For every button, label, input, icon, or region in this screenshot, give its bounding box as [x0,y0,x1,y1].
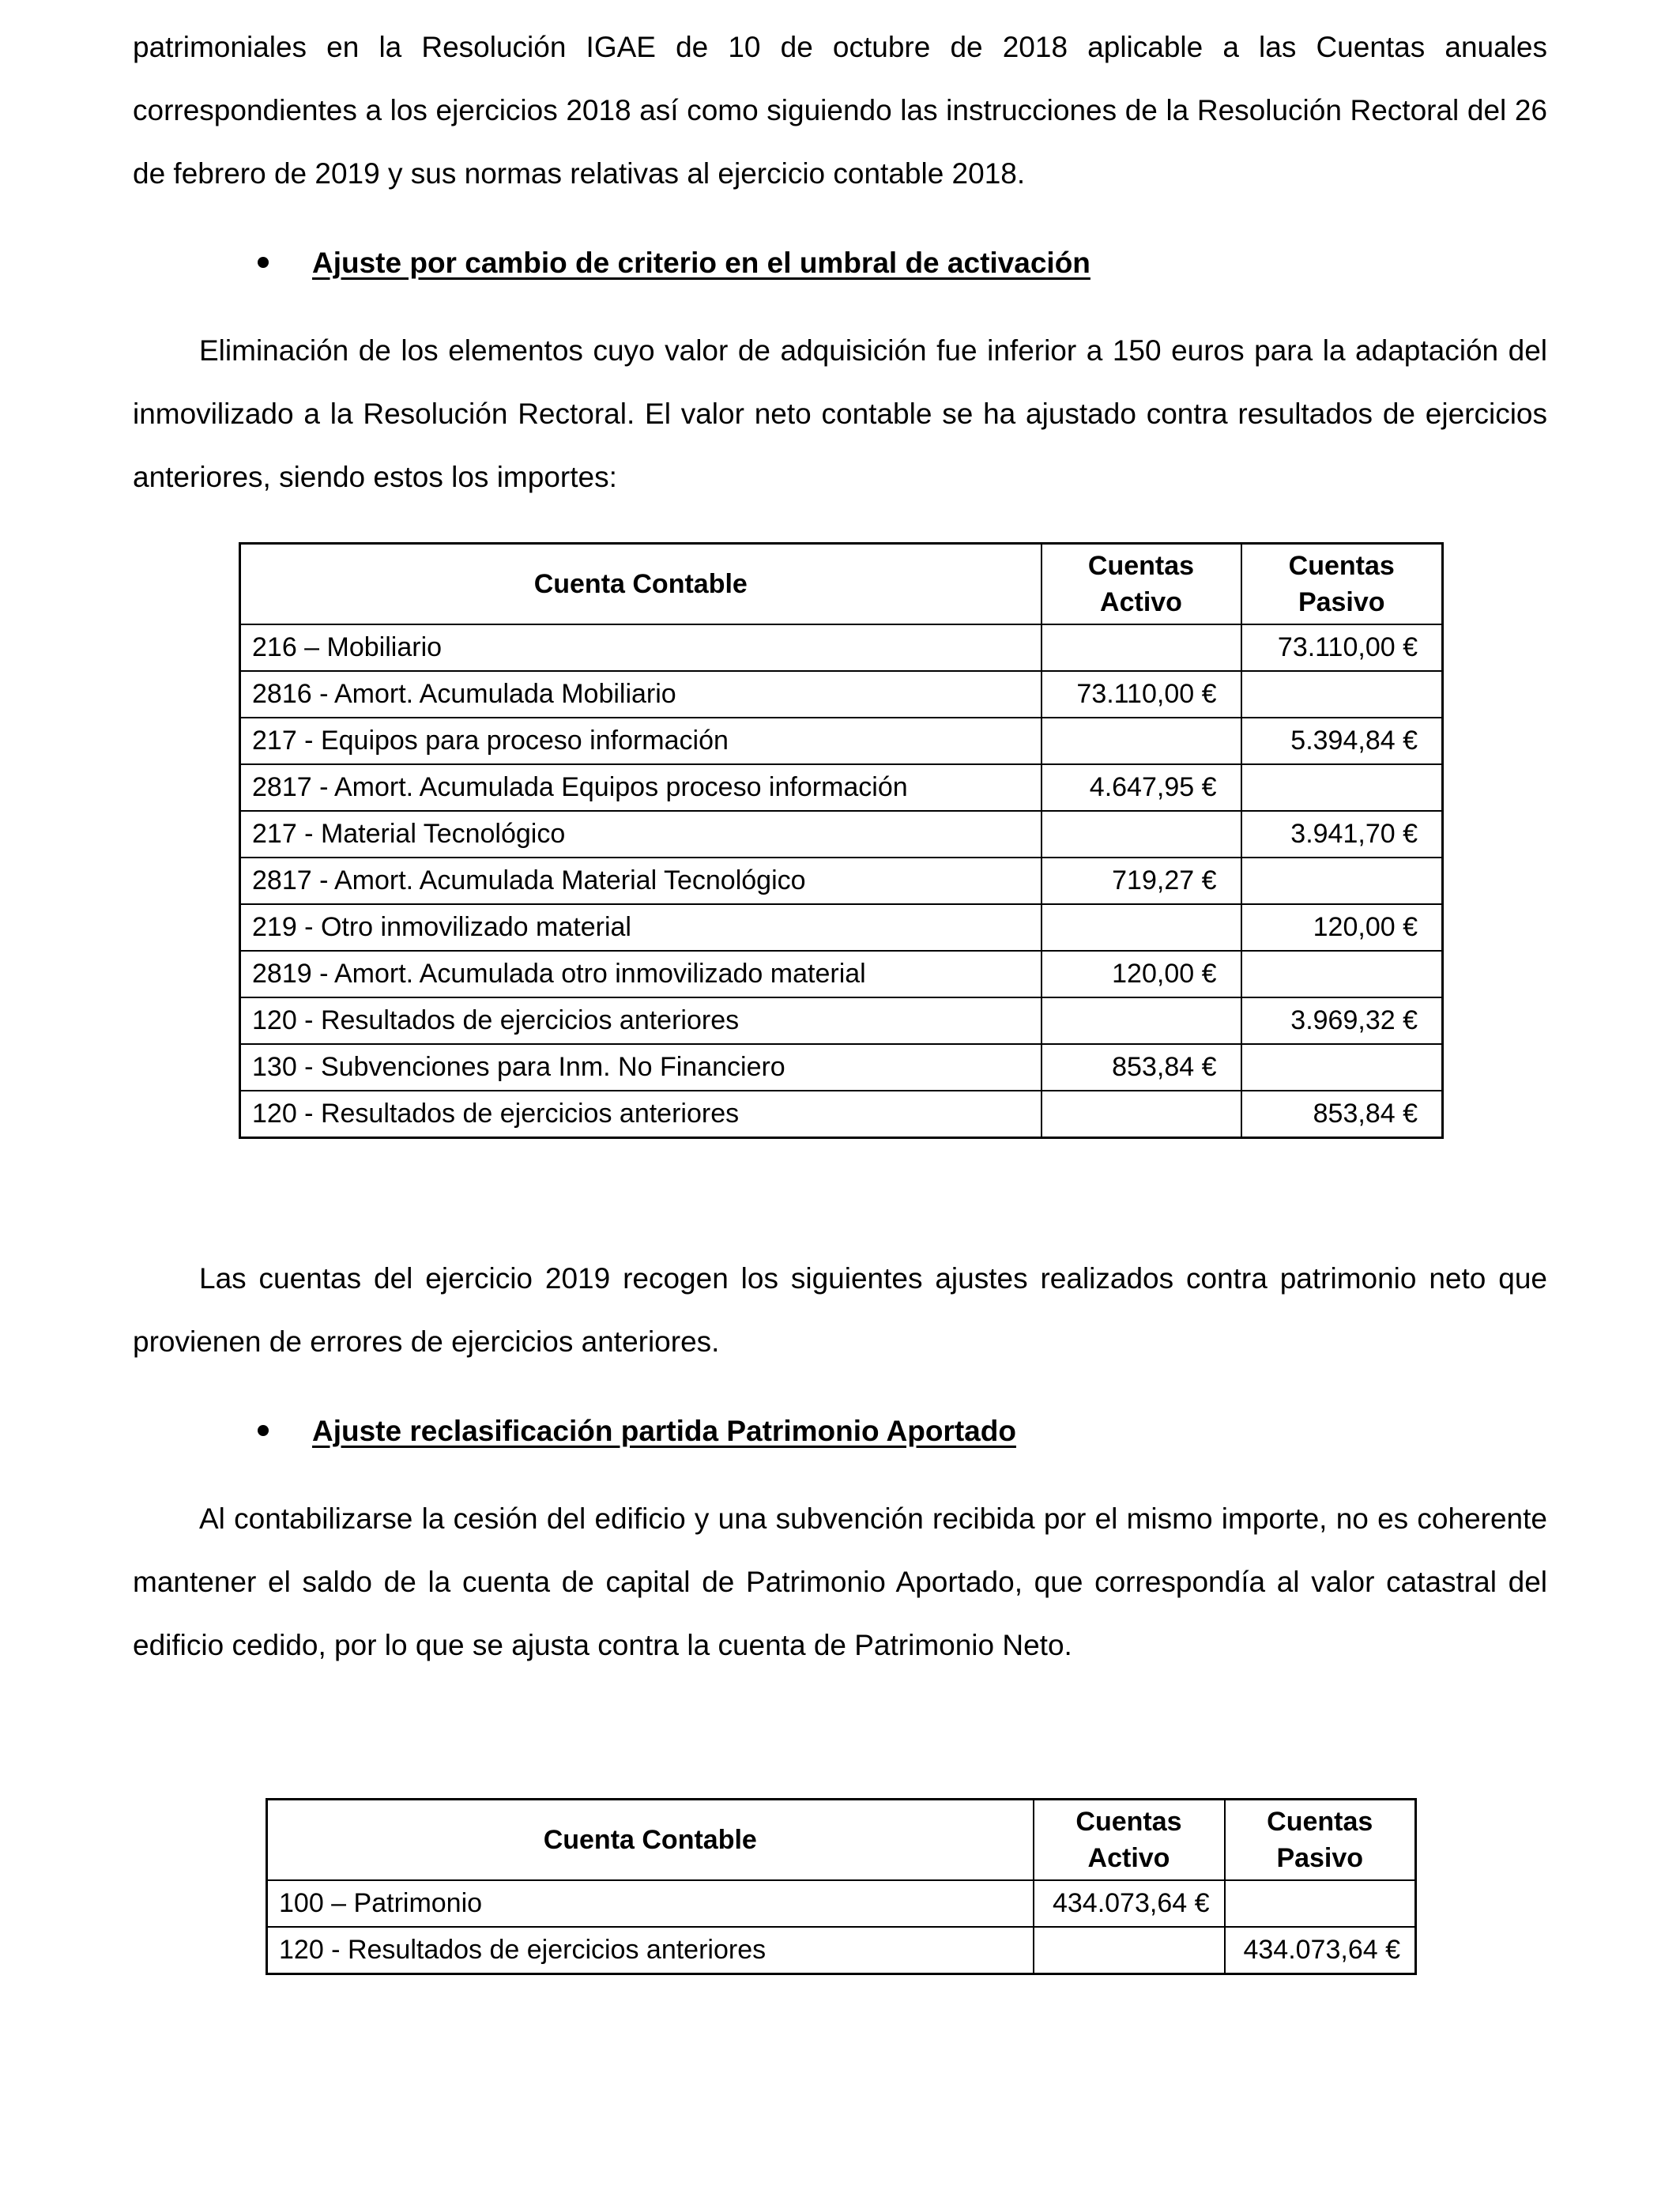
cell-activo: 853,84 € [1042,1044,1241,1091]
cell-activo: 434.073,64 € [1034,1880,1225,1927]
table-row [240,997,1443,1044]
table-row [267,1927,1416,1974]
cell-pasivo [1241,764,1443,811]
header-cuentas-activo [1042,544,1241,625]
table-row [240,858,1443,904]
cell-pasivo [1225,1880,1416,1927]
cell-pasivo: 120,00 € [1241,904,1443,951]
table-row [240,951,1443,997]
cell-pasivo: 73.110,00 € [1241,624,1443,671]
cell-activo: 120,00 € [1042,951,1241,997]
cell-pasivo [1241,1044,1443,1091]
table-2-body [267,1880,1416,1974]
table-row [240,764,1443,811]
cell-pasivo: 3.969,32 € [1241,997,1443,1044]
cell-activo: 4.647,95 € [1042,764,1241,811]
adjustment-table-1 [239,542,1444,1139]
cell-pasivo [1241,858,1443,904]
cell-activo [1042,997,1241,1044]
table-row [267,1880,1416,1927]
section1-paragraph: Eliminación de los elementos cuyo valor de adquisición fue inferior a 150 euros para la adaptación del inmovilizado a la Resolución Rectoral. El valor neto contable se ha ajustado contra resultados de ejercicios anteriores, siendo estos los importes: [133,334,1547,493]
table-header-row [267,1800,1416,1881]
header-activo-line2: Activo [1100,587,1182,617]
cell-activo [1042,811,1241,858]
header-activo-line2: Activo [1087,1843,1170,1873]
table-row [240,671,1443,718]
header-cuentas-activo [1034,1800,1225,1881]
header-activo-line1: Cuentas [1075,1807,1182,1837]
adjustment-table-2 [266,1798,1417,1975]
cell-activo: 719,27 € [1042,858,1241,904]
table-1-body [240,624,1443,1138]
cell-account: 217 - Equipos para proceso información [240,718,1042,764]
cell-pasivo: 853,84 € [1241,1091,1443,1138]
cell-account: 2816 - Amort. Acumulada Mobiliario [240,671,1042,718]
table-row [240,718,1443,764]
cell-account: 2817 - Amort. Acumulada Equipos proceso información [240,764,1042,811]
cell-activo [1034,1927,1225,1974]
cell-pasivo [1241,671,1443,718]
header-cuenta-contable: Cuenta Contable [240,544,1042,625]
header-pasivo-line2: Pasivo [1276,1843,1364,1873]
cell-activo [1042,1091,1241,1138]
header-pasivo-line2: Pasivo [1298,587,1385,617]
section2-heading-row [0,1408,1680,1455]
cell-activo [1042,904,1241,951]
bullet-icon [258,257,269,268]
header-activo-line1: Cuentas [1087,551,1195,581]
cell-account: 217 - Material Tecnológico [240,811,1042,858]
bullet-icon [258,1425,269,1436]
header-cuentas-pasivo [1225,1800,1416,1881]
section1-heading-row [0,239,1680,287]
cell-account: 216 – Mobiliario [240,624,1042,671]
table-row [240,904,1443,951]
cell-account: 100 – Patrimonio [267,1880,1034,1927]
cell-pasivo: 434.073,64 € [1225,1927,1416,1974]
cell-pasivo: 3.941,70 € [1241,811,1443,858]
cell-pasivo: 5.394,84 € [1241,718,1443,764]
table-row [240,1091,1443,1138]
table-row [240,1044,1443,1091]
header-cuenta-contable: Cuenta Contable [267,1800,1034,1881]
cell-account: 120 - Resultados de ejercicios anteriores [240,997,1042,1044]
cell-account: 2819 - Amort. Acumulada otro inmovilizado material [240,951,1042,997]
cell-activo [1042,718,1241,764]
cell-account: 2817 - Amort. Acumulada Material Tecnológico [240,858,1042,904]
cell-account: 219 - Otro inmovilizado material [240,904,1042,951]
intro-paragraph: patrimoniales en la Resolución IGAE de 10 de octubre de 2018 aplicable a las Cuentas anuales correspondientes a los ejercicios 2018 así como siguiendo las instrucciones de la Resolución Rectoral del 26 de febrero de 2019 y sus normas relativas al ejercicio contable 2018. [133,31,1547,190]
cell-account: 120 - Resultados de ejercicios anteriores [240,1091,1042,1138]
table-row [240,811,1443,858]
section2-heading: Ajuste reclasificación partida Patrimonio Aportado [312,1415,1016,1447]
cell-account: 120 - Resultados de ejercicios anteriores [267,1927,1034,1974]
cell-activo [1042,624,1241,671]
table-row [240,624,1443,671]
cell-activo: 73.110,00 € [1042,671,1241,718]
header-pasivo-line1: Cuentas [1267,1807,1373,1837]
header-pasivo-line1: Cuentas [1288,551,1395,581]
section1-heading: Ajuste por cambio de criterio en el umbral de activación [312,247,1090,279]
middle-paragraph: Las cuentas del ejercicio 2019 recogen los siguientes ajustes realizados contra patrimonio neto que provienen de errores de ejercicios anteriores. [133,1262,1547,1358]
cell-pasivo [1241,951,1443,997]
cell-account: 130 - Subvenciones para Inm. No Financiero [240,1044,1042,1091]
section2-paragraph: Al contabilizarse la cesión del edificio y una subvención recibida por el mismo importe, no es coherente mantener el saldo de la cuenta de capital de Patrimonio Aportado, que correspondía al valor catastral del edificio cedido, por lo que se ajusta contra la cuenta de Patrimonio Neto. [133,1502,1547,1661]
header-cuentas-pasivo [1241,544,1443,625]
table-header-row [240,544,1443,625]
